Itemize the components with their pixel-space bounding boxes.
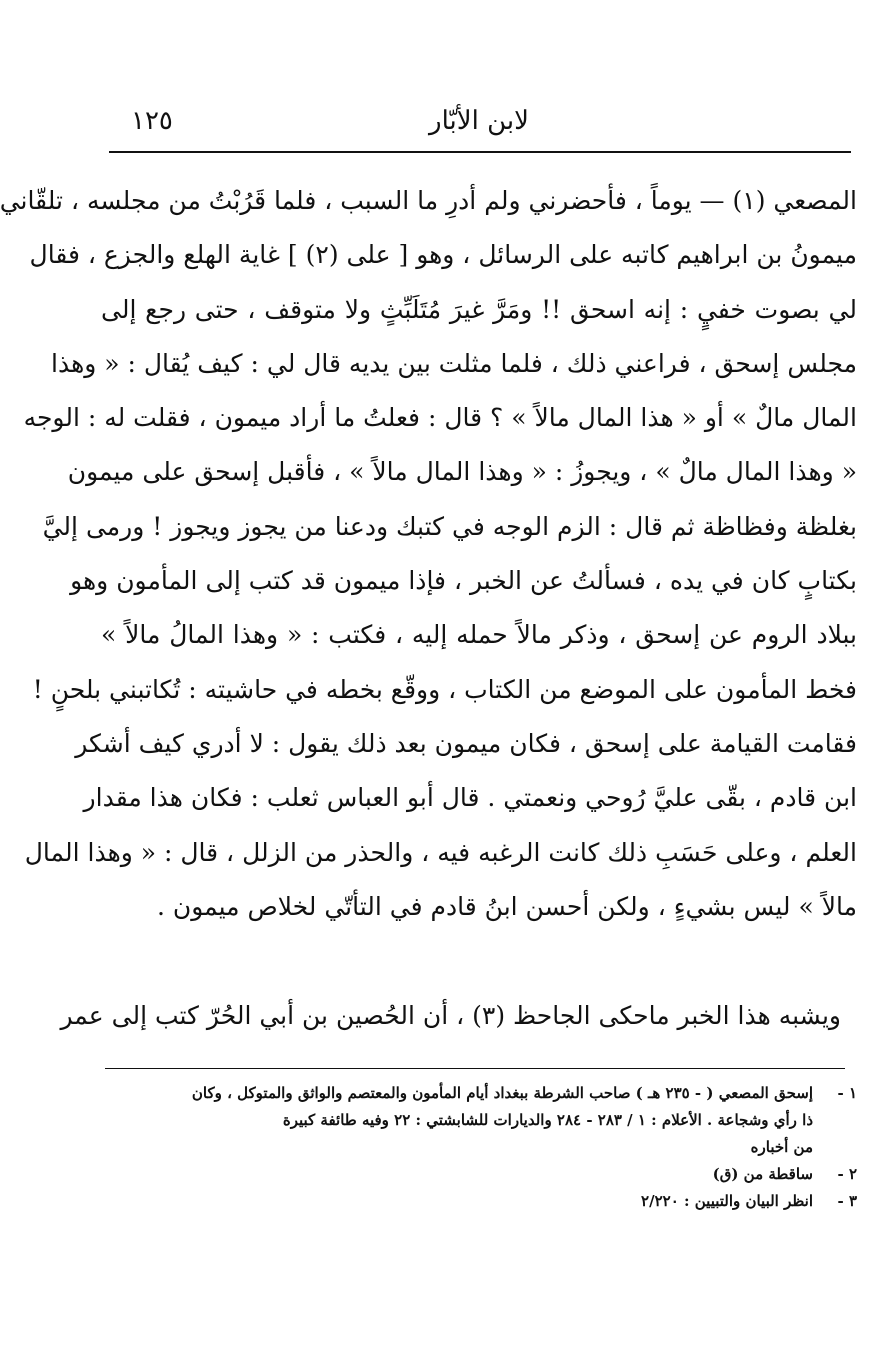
footnote-1: [105, 1080, 857, 1161]
text-line: فقامت القيامة على إسحق ، فكان ميمون بعد ذلك يقول : لا أدري كيف أشكر: [75, 728, 857, 758]
text-line: المال مالٌ » أو « هذا المال مالاً » ؟ قال : فعلتُ ما أراد ميمون ، فقلت له : الوجه: [23, 403, 857, 433]
footnotes: [105, 1080, 857, 1215]
main-paragraph: [0, 174, 857, 934]
text-line: ميمونُ بن ابراهيم كاتبه على الرسائل ، وهو [ على (٢) ] غاية الهلع والجزع ، فقال: [29, 240, 857, 270]
page-number: ١٢٥: [131, 106, 173, 136]
text-line: بكتابٍ كان في يده ، فسألتُ عن الخبر ، فإذا ميمون قد كتب إلى المأمون وهو: [70, 566, 857, 596]
text-line: العلم ، وعلى حَسَبِ ذلك كانت الرغبه فيه ، والحذر من الزلل ، قال : « وهذا المال: [24, 837, 857, 867]
second-paragraph: ويشبه هذا الخبر ماحكى الجاحظ (٣) ، أن الحُصين بن أبي الحُرّ كتب إلى عمر: [60, 1001, 841, 1030]
running-title: لابن الأبّار: [429, 106, 529, 136]
text-line: مجلس إسحق ، فراعني ذلك ، فلما مثلت بين يديه قال لي : كيف يُقال : « وهذا: [51, 348, 857, 378]
text-line: بغلظة وفظاظة ثم قال : الزم الوجه في كتبك ودعنا من يجوز ويجوز ! ورمى إليَّ: [42, 511, 857, 541]
page-header: [109, 100, 849, 146]
text-line: لي بصوت خفيٍ : إنه اسحق !! ومَرَّ غيرَ مُتَلَبِّثٍ ولا متوقف ، حتى رجع إلى: [101, 294, 857, 324]
footnote-number: ١ -: [837, 1084, 857, 1102]
footnote-rule: [105, 1068, 845, 1069]
footnote-number: ٢ -: [837, 1165, 857, 1183]
footnote-text: إسحق المصعي ( - ٢٣٥ هـ ) صاحب الشرطة ببغداد أيام المأمون والمعتصم والواثق والمتوكل ، وكان: [191, 1084, 813, 1102]
text-line: فخط المأمون على الموضع من الكتاب ، ووقّع بخطه في حاشيته : تُكاتبني بلحنٍ !: [32, 674, 857, 704]
text-line: مالاً » ليس بشيءٍ ، ولكن أحسن ابنُ قادم في التأتّي لخلاص ميمون .: [156, 891, 857, 921]
footnote-3: [105, 1188, 857, 1215]
text-line: « وهذا المال مالٌ » ، ويجوزُ : « وهذا المال مالاً » ، فأقبل إسحق على ميمون: [67, 457, 857, 487]
header-rule: [109, 151, 851, 153]
footnote-number: ٣ -: [837, 1192, 857, 1210]
text-line: ببلاد الروم عن إسحق ، وذكر مالاً حمله إليه ، فكتب : « وهذا المالُ مالاً »: [101, 620, 857, 650]
text-line: المصعي (١) — يوماً ، فأحضرني ولم أدرِ ما السبب ، فلما قَرُبْتُ من مجلسه ، تلقّاني: [0, 186, 857, 215]
footnote-text: ذا رأي وشجاعة . الأعلام : ١ / ٢٨٣ - ٢٨٤ والديارات للشابشتي : ٢٢ وفيه طائفة كبيرة: [282, 1111, 813, 1129]
footnote-2: [105, 1161, 857, 1188]
footnote-text: ساقطة من (ق): [712, 1165, 813, 1183]
footnote-text: انظر البيان والتبيين : ٢/٢٢٠: [641, 1192, 813, 1210]
footnote-text: من أخباره: [750, 1138, 813, 1156]
text-line: ابن قادم ، بقّى عليَّ رُوحي ونعمتي . قال أبو العباس ثعلب : فكان هذا مقدار: [83, 783, 857, 813]
